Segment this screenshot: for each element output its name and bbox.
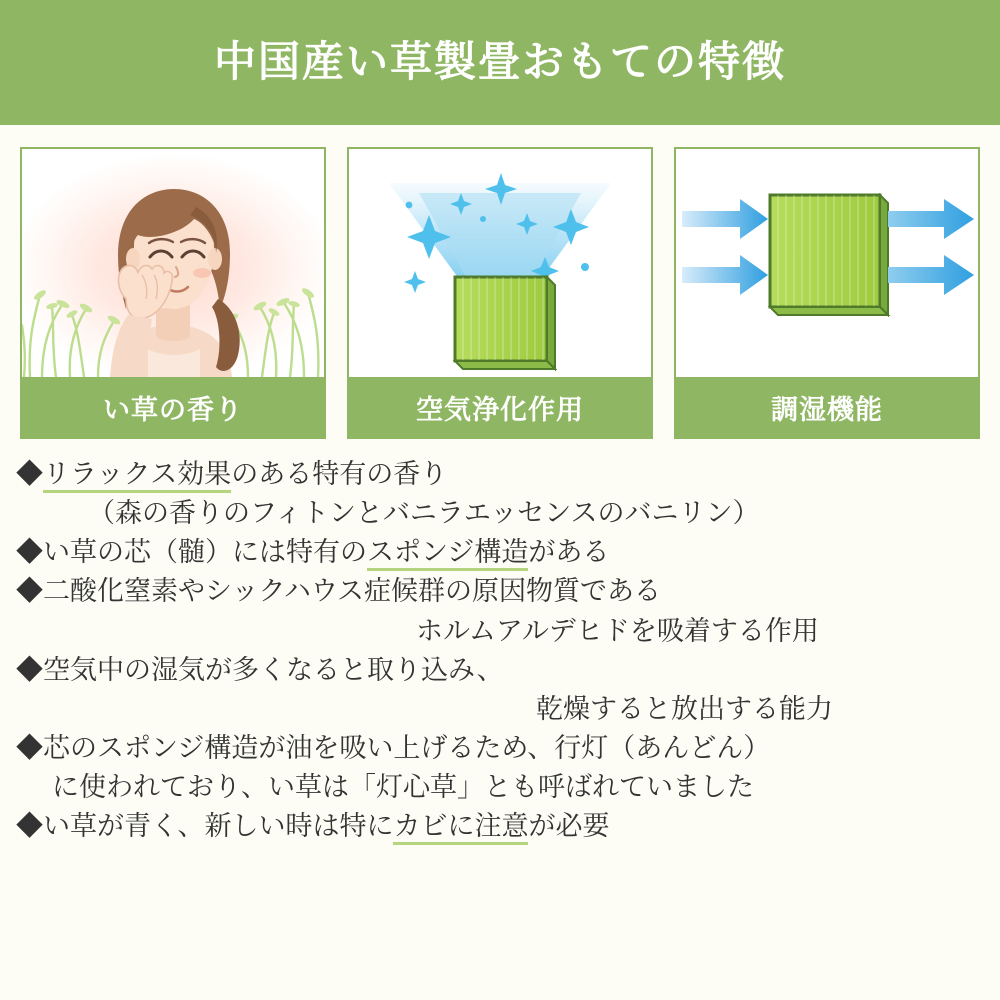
bullet-diamond: ◆ xyxy=(16,576,43,607)
scent-illustration xyxy=(22,149,324,377)
list-item-text: い草の芯（髄）には特有の xyxy=(43,537,367,568)
feature-card-row xyxy=(0,125,1000,439)
feature-list xyxy=(0,439,1000,846)
list-item xyxy=(16,572,984,611)
card-label-air-purification: 空気浄化作用 xyxy=(349,377,651,437)
tatami-mat xyxy=(770,195,888,315)
bullet-diamond: ◆ xyxy=(16,732,43,763)
woman-illustration xyxy=(22,149,324,377)
tatami-mat xyxy=(455,277,555,369)
list-item xyxy=(16,768,984,807)
list-item-text: に使われており、い草は「灯心草」とも呼ばれていました xyxy=(52,772,754,803)
bullet-diamond: ◆ xyxy=(16,811,43,842)
feature-card-air-purification xyxy=(347,147,653,439)
list-item-text: い草が青く、新しい時は特に xyxy=(43,811,394,842)
list-item xyxy=(16,533,984,572)
list-item-text: リラックス効果 xyxy=(43,459,231,493)
list-item xyxy=(16,690,984,729)
list-item-text: カビに注意 xyxy=(393,811,528,845)
list-item xyxy=(16,807,984,846)
list-item-text: （森の香りのフィトンとバニラエッセンスのバニリン） xyxy=(88,498,760,529)
list-item xyxy=(16,651,984,690)
list-item-text: が必要 xyxy=(528,811,610,842)
card-label-humidity: 調湿機能 xyxy=(676,377,978,437)
list-item-text: ホルムアルデヒドを吸着する作用 xyxy=(416,615,819,646)
arrows-and-mat-illustration xyxy=(676,149,978,377)
bullet-diamond: ◆ xyxy=(16,459,43,489)
list-item xyxy=(16,612,984,651)
humidity-control-illustration xyxy=(676,149,978,377)
arrow-left-lower xyxy=(682,255,768,295)
feature-card-scent xyxy=(20,147,326,439)
bullet-diamond: ◆ xyxy=(16,654,43,685)
list-item xyxy=(16,729,984,768)
arrow-right-lower xyxy=(888,255,974,295)
page-title: 中国産い草製畳おもての特徴 xyxy=(213,38,786,86)
list-item-text: 空気中の湿気が多くなると取り込み、 xyxy=(43,654,504,685)
arrow-right-upper xyxy=(888,199,974,239)
list-item-text: 二酸化窒素やシックハウス症候群の原因物質である xyxy=(43,576,662,607)
list-item-text: がある xyxy=(528,537,610,568)
feature-card-humidity xyxy=(674,147,980,439)
list-item-text: のある特有の香り xyxy=(231,459,448,489)
arrow-left-upper xyxy=(682,199,768,239)
sparkle-beam-illustration xyxy=(349,149,651,377)
list-item-text: 芯のスポンジ構造が油を吸い上げるため、行灯（あんどん） xyxy=(43,732,771,763)
list-item-text: 乾燥すると放出する能力 xyxy=(536,693,833,724)
card-label-scent: い草の香り xyxy=(22,377,324,437)
list-item xyxy=(16,494,984,533)
page-header xyxy=(0,0,1000,125)
bullet-diamond: ◆ xyxy=(16,537,43,568)
list-item xyxy=(16,455,984,494)
air-purification-illustration xyxy=(349,149,651,377)
list-item-text: スポンジ構造 xyxy=(367,537,528,571)
